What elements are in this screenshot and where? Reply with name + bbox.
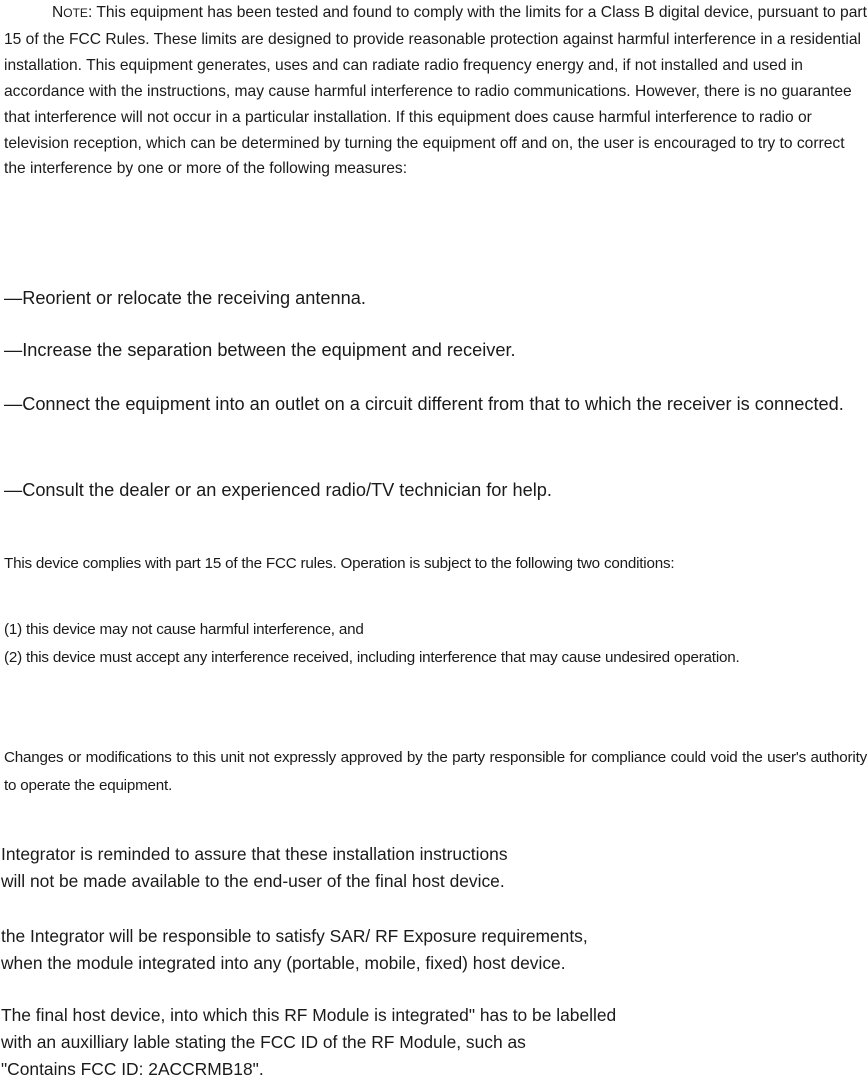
note-label-colon: : [87, 4, 93, 21]
integrator-sar-responsibility: the Integrator will be responsible to satisfy SAR/ RF Exposure requirements, when the module integrated into any (portable, mobile, fixed) host device. [1, 926, 588, 973]
note-label-initial: N [52, 4, 64, 21]
note-label-smallcaps: OTE [63, 6, 88, 20]
integrator-reminder: Integrator is reminded to assure that these installation instructions will not be made available to the end-user of the final host device. [1, 844, 508, 891]
measure-increase-separation: —Increase the separation between the equipment and receiver. [4, 340, 516, 360]
compliance-changes-warning: Changes or modifications to this unit not expressly approved by the party responsible for compliance could void the user's authority to operate the equipment. [4, 749, 867, 795]
compliance-condition-1: (1) this device may not cause harmful interference, and [4, 621, 364, 638]
measure-reorient-antenna: —Reorient or relocate the receiving antenna. [4, 288, 366, 308]
compliance-intro: This device complies with part 15 of the FCC rules. Operation is subject to the following two conditions: [4, 555, 675, 572]
note-body-text: This equipment has been tested and found to comply with the limits for a Class B digital device, pursuant to part 15 of the FCC Rules. These limits are designed to provide reasonable protection against harmful interference in a residential installation. This equipment generates, uses and can radiate radio frequency energy and, if not installed and used in accordance with the instructions, may cause harmful interference to radio communications. However, there is no guarantee that interference will not occur in a particular installation. If this equipment does cause harmful interference to radio or television reception, which can be determined by turning the equipment off and on, the user is encouraged to try to correct the interference by one or more of the following measures: [4, 4, 867, 178]
measure-consult-dealer: —Consult the dealer or an experienced radio/TV technician for help. [4, 480, 552, 500]
measure-different-outlet: —Connect the equipment into an outlet on a circuit different from that to which the receiver is connected. [4, 394, 844, 414]
compliance-condition-2: (2) this device must accept any interference received, including interference that may cause undesired operation. [4, 649, 740, 666]
fcc-note-paragraph [4, 0, 867, 182]
host-device-labelling: The final host device, into which this RF Module is integrated" has to be labelled with an auxilliary lable stating the FCC ID of the RF Module, such as "Contains FCC ID: 2ACCRMB18". [1, 1005, 617, 1079]
